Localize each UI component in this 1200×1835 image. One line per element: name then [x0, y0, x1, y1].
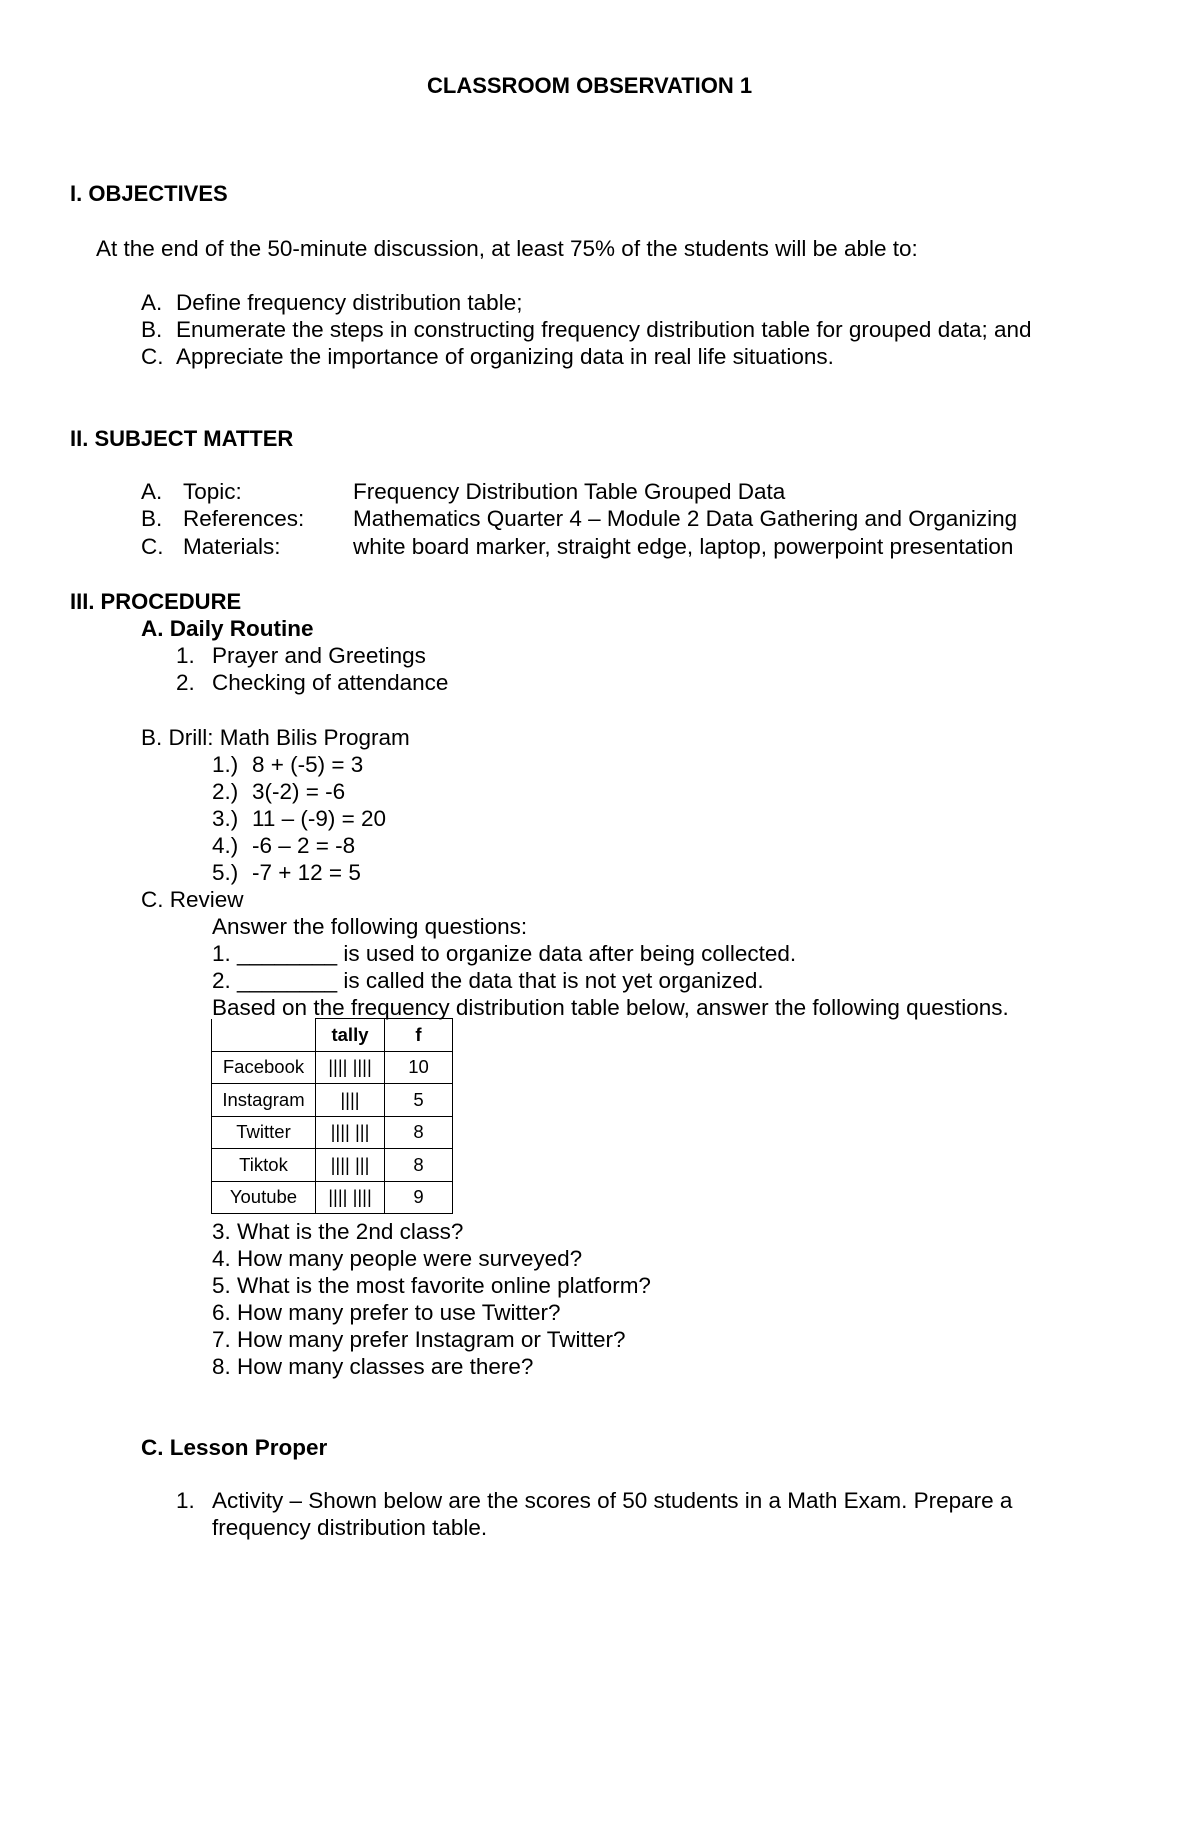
- subject-value: white board marker, straight edge, laptop, powerpoint presentation: [353, 534, 1014, 559]
- drill-item: 11 – (-9) = 20: [252, 806, 387, 831]
- drill-marker: 4.): [212, 833, 239, 858]
- document-title: CLASSROOM OBSERVATION 1: [427, 73, 753, 98]
- review-question: 6. How many prefer to use Twitter?: [212, 1300, 561, 1325]
- review-question: 7. How many prefer Instagram or Twitter?: [212, 1327, 626, 1352]
- table-cell-tally: ||||: [316, 1084, 385, 1117]
- review-heading: C. Review: [141, 887, 244, 912]
- table-row: [212, 1149, 453, 1182]
- drill-item: -6 – 2 = -8: [252, 833, 356, 858]
- objectives-intro: At the end of the 50-minute discussion, at least 75% of the students will be able to:: [96, 236, 918, 261]
- subject-label: References:: [183, 506, 305, 531]
- lesson-item-line: Activity – Shown below are the scores of 50 students in a Math Exam. Prepare a: [212, 1488, 1013, 1513]
- frequency-table: [211, 1018, 453, 1214]
- review-question: 5. What is the most favorite online platform?: [212, 1273, 651, 1298]
- drill-item: 8 + (-5) = 3: [252, 752, 364, 777]
- subject-value: Frequency Distribution Table Grouped Data: [353, 479, 786, 504]
- table-cell-frequency: 8: [385, 1116, 453, 1149]
- objective-marker: B.: [141, 317, 163, 342]
- objective-item: Appreciate the importance of organizing data in real life situations.: [176, 344, 834, 369]
- table-header-row: [212, 1019, 453, 1052]
- objective-item: Enumerate the steps in constructing frequency distribution table for grouped data; and: [176, 317, 1032, 342]
- drill-marker: 3.): [212, 806, 239, 831]
- review-question: 4. How many people were surveyed?: [212, 1246, 583, 1271]
- daily-routine-heading: A. Daily Routine: [141, 616, 314, 641]
- table-cell-frequency: 9: [385, 1181, 453, 1214]
- table-cell-frequency: 8: [385, 1149, 453, 1182]
- review-question: 1. ________ is used to organize data after being collected.: [212, 941, 797, 966]
- drill-marker: 5.): [212, 860, 239, 885]
- objective-item: Define frequency distribution table;: [176, 290, 523, 315]
- table-intro: Based on the frequency distribution table below, answer the following questions.: [212, 995, 1009, 1020]
- table-header-tally: tally: [316, 1019, 385, 1052]
- subject-label: Topic:: [183, 479, 242, 504]
- table-header-platform: [212, 1019, 316, 1052]
- subject-value: Mathematics Quarter 4 – Module 2 Data Gathering and Organizing: [353, 506, 1018, 531]
- drill-marker: 1.): [212, 752, 239, 777]
- table-row: [212, 1051, 453, 1084]
- routine-item: Checking of attendance: [212, 670, 449, 695]
- routine-item: Prayer and Greetings: [212, 643, 426, 668]
- table-cell-tally: |||| ||||: [316, 1181, 385, 1214]
- review-question: 2. ________ is called the data that is not yet organized.: [212, 968, 764, 993]
- table-cell-platform: Twitter: [212, 1116, 316, 1149]
- drill-heading: B. Drill: Math Bilis Program: [141, 725, 410, 750]
- subject-matter-heading: II. SUBJECT MATTER: [70, 426, 294, 451]
- table-header-frequency: f: [385, 1019, 453, 1052]
- review-question: 8. How many classes are there?: [212, 1354, 534, 1379]
- table-row: [212, 1116, 453, 1149]
- subject-marker: A.: [141, 479, 163, 504]
- table-cell-platform: Tiktok: [212, 1149, 316, 1182]
- table-cell-platform: Facebook: [212, 1051, 316, 1084]
- drill-item: -7 + 12 = 5: [252, 860, 361, 885]
- objective-marker: A.: [141, 290, 163, 315]
- table-row: [212, 1084, 453, 1117]
- objectives-heading: I. OBJECTIVES: [70, 181, 228, 206]
- procedure-heading: III. PROCEDURE: [70, 589, 242, 614]
- drill-marker: 2.): [212, 779, 239, 804]
- table-cell-frequency: 10: [385, 1051, 453, 1084]
- drill-item: 3(-2) = -6: [252, 779, 346, 804]
- table-cell-platform: Youtube: [212, 1181, 316, 1214]
- table-cell-tally: |||| |||: [316, 1116, 385, 1149]
- objective-marker: C.: [141, 344, 164, 369]
- subject-marker: C.: [141, 534, 164, 559]
- lesson-item-line: frequency distribution table.: [212, 1515, 488, 1540]
- table-cell-platform: Instagram: [212, 1084, 316, 1117]
- routine-marker: 2.: [176, 670, 195, 695]
- review-question: 3. What is the 2nd class?: [212, 1219, 464, 1244]
- table-row: [212, 1181, 453, 1214]
- subject-marker: B.: [141, 506, 163, 531]
- lesson-proper-heading: C. Lesson Proper: [141, 1435, 328, 1460]
- table-cell-frequency: 5: [385, 1084, 453, 1117]
- routine-marker: 1.: [176, 643, 195, 668]
- table-cell-tally: |||| |||: [316, 1149, 385, 1182]
- subject-label: Materials:: [183, 534, 281, 559]
- lesson-marker: 1.: [176, 1488, 195, 1513]
- review-instruction: Answer the following questions:: [212, 914, 528, 939]
- table-cell-tally: |||| ||||: [316, 1051, 385, 1084]
